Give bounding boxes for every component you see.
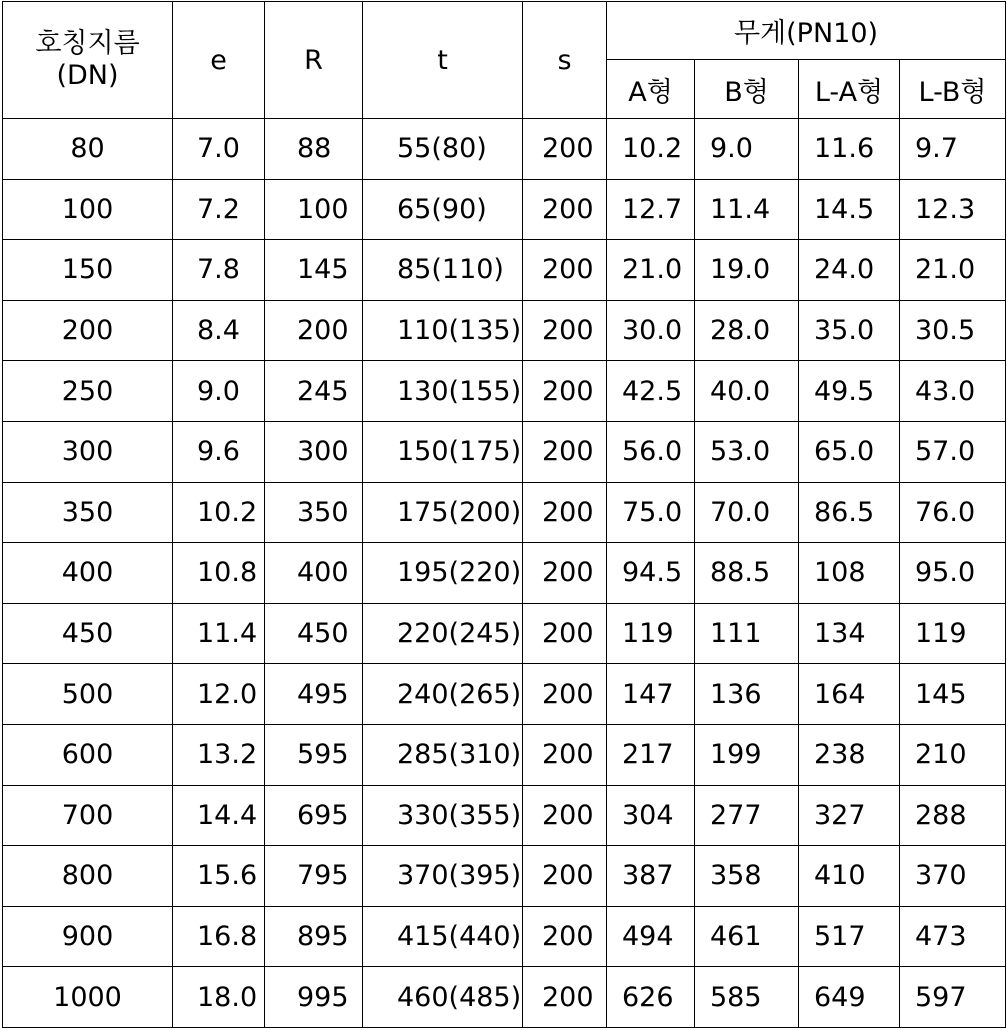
- cell-nominal-diameter: 200: [3, 300, 173, 361]
- cell-e: 9.6: [173, 421, 265, 482]
- cell-s: 200: [523, 967, 607, 1028]
- cell-nominal-diameter: 100: [3, 179, 173, 240]
- cell-nominal-diameter: 250: [3, 361, 173, 422]
- cell-weight-a: 304: [607, 785, 695, 846]
- cell-weight-la: 649: [799, 967, 900, 1028]
- cell-t: 110(135): [363, 300, 523, 361]
- header-s: s: [523, 2, 607, 119]
- cell-weight-lb: 76.0: [900, 482, 1006, 543]
- cell-weight-lb: 370: [900, 846, 1006, 907]
- cell-s: 200: [523, 724, 607, 785]
- cell-t: 460(485): [363, 967, 523, 1028]
- cell-t: 55(80): [363, 119, 523, 180]
- table-row: [3, 482, 1006, 543]
- cell-weight-b: 136: [695, 664, 799, 725]
- cell-weight-b: 19.0: [695, 240, 799, 301]
- cell-weight-la: 108: [799, 543, 900, 604]
- cell-weight-a: 387: [607, 846, 695, 907]
- cell-weight-la: 410: [799, 846, 900, 907]
- cell-weight-lb: 597: [900, 967, 1006, 1028]
- cell-weight-la: 86.5: [799, 482, 900, 543]
- cell-s: 200: [523, 906, 607, 967]
- cell-s: 200: [523, 300, 607, 361]
- cell-weight-b: 88.5: [695, 543, 799, 604]
- cell-nominal-diameter: 1000: [3, 967, 173, 1028]
- cell-weight-lb: 288: [900, 785, 1006, 846]
- cell-s: 200: [523, 603, 607, 664]
- cell-r: 995: [265, 967, 363, 1028]
- cell-t: 150(175): [363, 421, 523, 482]
- cell-weight-la: 517: [799, 906, 900, 967]
- cell-r: 795: [265, 846, 363, 907]
- cell-e: 8.4: [173, 300, 265, 361]
- cell-s: 200: [523, 421, 607, 482]
- cell-weight-la: 327: [799, 785, 900, 846]
- cell-t: 195(220): [363, 543, 523, 604]
- cell-weight-b: 70.0: [695, 482, 799, 543]
- table-row: [3, 300, 1006, 361]
- cell-weight-b: 9.0: [695, 119, 799, 180]
- cell-e: 13.2: [173, 724, 265, 785]
- cell-r: 595: [265, 724, 363, 785]
- cell-e: 10.2: [173, 482, 265, 543]
- cell-weight-a: 56.0: [607, 421, 695, 482]
- cell-t: 65(90): [363, 179, 523, 240]
- cell-nominal-diameter: 900: [3, 906, 173, 967]
- cell-nominal-diameter: 400: [3, 543, 173, 604]
- table-row: [3, 785, 1006, 846]
- cell-weight-lb: 119: [900, 603, 1006, 664]
- cell-weight-b: 199: [695, 724, 799, 785]
- cell-e: 15.6: [173, 846, 265, 907]
- cell-weight-la: 35.0: [799, 300, 900, 361]
- cell-weight-b: 40.0: [695, 361, 799, 422]
- cell-e: 14.4: [173, 785, 265, 846]
- table-row: [3, 846, 1006, 907]
- cell-weight-la: 14.5: [799, 179, 900, 240]
- table-row: [3, 603, 1006, 664]
- cell-weight-la: 134: [799, 603, 900, 664]
- table-row: [3, 421, 1006, 482]
- cell-weight-lb: 210: [900, 724, 1006, 785]
- cell-weight-a: 42.5: [607, 361, 695, 422]
- header-b-type: B형: [695, 60, 799, 119]
- cell-weight-la: 238: [799, 724, 900, 785]
- cell-weight-la: 11.6: [799, 119, 900, 180]
- cell-weight-lb: 95.0: [900, 543, 1006, 604]
- cell-t: 220(245): [363, 603, 523, 664]
- header-nominal-diameter: [3, 2, 173, 119]
- cell-weight-lb: 30.5: [900, 300, 1006, 361]
- cell-e: 7.0: [173, 119, 265, 180]
- cell-t: 85(110): [363, 240, 523, 301]
- cell-e: 9.0: [173, 361, 265, 422]
- cell-weight-b: 11.4: [695, 179, 799, 240]
- cell-weight-b: 53.0: [695, 421, 799, 482]
- cell-weight-lb: 12.3: [900, 179, 1006, 240]
- cell-nominal-diameter: 700: [3, 785, 173, 846]
- cell-s: 200: [523, 664, 607, 725]
- cell-weight-b: 461: [695, 906, 799, 967]
- cell-weight-a: 21.0: [607, 240, 695, 301]
- cell-r: 300: [265, 421, 363, 482]
- header-lb-type: L-B형: [900, 60, 1006, 119]
- table-row: [3, 724, 1006, 785]
- cell-weight-a: 119: [607, 603, 695, 664]
- cell-s: 200: [523, 543, 607, 604]
- header-e: e: [173, 2, 265, 119]
- table-header: [3, 2, 1006, 119]
- table-row: [3, 179, 1006, 240]
- cell-s: 200: [523, 179, 607, 240]
- cell-weight-lb: 145: [900, 664, 1006, 725]
- cell-weight-lb: 43.0: [900, 361, 1006, 422]
- cell-t: 415(440): [363, 906, 523, 967]
- cell-weight-la: 24.0: [799, 240, 900, 301]
- cell-t: 175(200): [363, 482, 523, 543]
- cell-e: 12.0: [173, 664, 265, 725]
- cell-nominal-diameter: 80: [3, 119, 173, 180]
- cell-weight-b: 111: [695, 603, 799, 664]
- cell-weight-la: 49.5: [799, 361, 900, 422]
- cell-weight-a: 217: [607, 724, 695, 785]
- cell-weight-b: 585: [695, 967, 799, 1028]
- cell-r: 450: [265, 603, 363, 664]
- header-t: t: [363, 2, 523, 119]
- cell-t: 330(355): [363, 785, 523, 846]
- header-nominal-diameter-unit: (DN): [56, 60, 119, 91]
- cell-weight-a: 75.0: [607, 482, 695, 543]
- cell-s: 200: [523, 846, 607, 907]
- cell-weight-lb: 9.7: [900, 119, 1006, 180]
- cell-weight-b: 358: [695, 846, 799, 907]
- cell-nominal-diameter: 350: [3, 482, 173, 543]
- cell-s: 200: [523, 361, 607, 422]
- header-weight-group: 무게(PN10): [607, 2, 1006, 60]
- cell-e: 7.8: [173, 240, 265, 301]
- pipe-dimension-table: [2, 1, 1006, 1028]
- cell-nominal-diameter: 600: [3, 724, 173, 785]
- table-body: [3, 119, 1006, 1028]
- cell-r: 350: [265, 482, 363, 543]
- cell-nominal-diameter: 300: [3, 421, 173, 482]
- cell-weight-a: 10.2: [607, 119, 695, 180]
- table-row: [3, 119, 1006, 180]
- cell-s: 200: [523, 785, 607, 846]
- cell-weight-a: 12.7: [607, 179, 695, 240]
- table-row: [3, 240, 1006, 301]
- cell-weight-lb: 473: [900, 906, 1006, 967]
- cell-t: 240(265): [363, 664, 523, 725]
- table-row: [3, 967, 1006, 1028]
- cell-r: 895: [265, 906, 363, 967]
- cell-s: 200: [523, 482, 607, 543]
- cell-s: 200: [523, 119, 607, 180]
- cell-r: 100: [265, 179, 363, 240]
- header-r: R: [265, 2, 363, 119]
- cell-e: 18.0: [173, 967, 265, 1028]
- cell-r: 145: [265, 240, 363, 301]
- table-row: [3, 906, 1006, 967]
- cell-r: 245: [265, 361, 363, 422]
- cell-r: 695: [265, 785, 363, 846]
- cell-weight-b: 28.0: [695, 300, 799, 361]
- cell-weight-a: 30.0: [607, 300, 695, 361]
- cell-nominal-diameter: 450: [3, 603, 173, 664]
- cell-r: 495: [265, 664, 363, 725]
- cell-weight-a: 626: [607, 967, 695, 1028]
- cell-weight-la: 65.0: [799, 421, 900, 482]
- header-la-type: L-A형: [799, 60, 900, 119]
- cell-weight-lb: 21.0: [900, 240, 1006, 301]
- header-a-type: A형: [607, 60, 695, 119]
- table-row: [3, 361, 1006, 422]
- cell-weight-a: 147: [607, 664, 695, 725]
- cell-nominal-diameter: 800: [3, 846, 173, 907]
- cell-e: 7.2: [173, 179, 265, 240]
- cell-weight-b: 277: [695, 785, 799, 846]
- cell-weight-lb: 57.0: [900, 421, 1006, 482]
- cell-weight-a: 94.5: [607, 543, 695, 604]
- header-nominal-diameter-label: 호칭지름: [35, 28, 140, 59]
- cell-t: 370(395): [363, 846, 523, 907]
- cell-e: 16.8: [173, 906, 265, 967]
- cell-r: 88: [265, 119, 363, 180]
- cell-t: 130(155): [363, 361, 523, 422]
- cell-r: 400: [265, 543, 363, 604]
- cell-t: 285(310): [363, 724, 523, 785]
- cell-nominal-diameter: 150: [3, 240, 173, 301]
- table-row: [3, 664, 1006, 725]
- cell-nominal-diameter: 500: [3, 664, 173, 725]
- table-row: [3, 543, 1006, 604]
- cell-r: 200: [265, 300, 363, 361]
- cell-weight-a: 494: [607, 906, 695, 967]
- cell-e: 11.4: [173, 603, 265, 664]
- cell-weight-la: 164: [799, 664, 900, 725]
- cell-e: 10.8: [173, 543, 265, 604]
- cell-s: 200: [523, 240, 607, 301]
